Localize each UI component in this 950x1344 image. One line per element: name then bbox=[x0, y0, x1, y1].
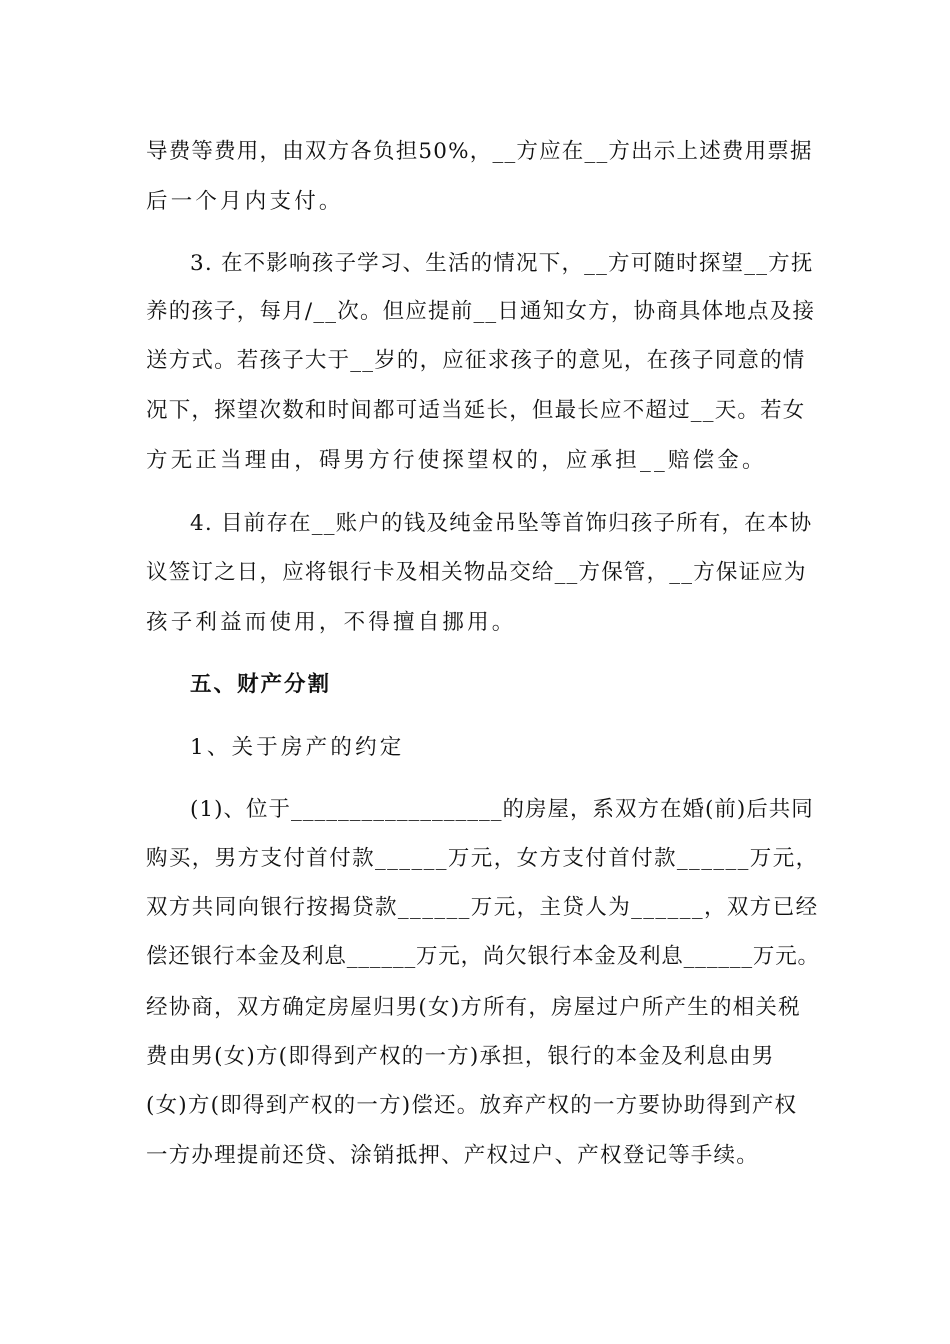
text-line-1: 导费等费用，由双方各负担50%，__方应在__方出示上述费用票据 bbox=[146, 139, 813, 164]
text-line-9: 议签订之日，应将银行卡及相关物品交给__方保管，__方保证应为 bbox=[146, 560, 807, 585]
text-line-6: 况下，探望次数和时间都可适当延长，但最长应不超过__天。若女 bbox=[146, 398, 806, 423]
text-line-18: 费由男(女)方(即得到产权的一方)承担，银行的本金及利息由男 bbox=[146, 1044, 775, 1069]
text-line-14: 购买，男方支付首付款______万元，女方支付首付款______万元， bbox=[146, 846, 819, 871]
text-line-19: (女)方(即得到产权的一方)偿还。放弃产权的一方要协助得到产权 bbox=[146, 1093, 798, 1118]
section-heading: 五、财产分割 bbox=[190, 672, 332, 697]
text-line-7: 方无正当理由，碍男方行使探望权的，应承担__赔偿金。 bbox=[146, 448, 767, 473]
text-line-2: 后一个月内支付。 bbox=[146, 189, 344, 214]
text-line-4: 养的孩子，每月/__次。但应提前__日通知女方，协商具体地点及接 bbox=[146, 299, 816, 324]
text-line-3: 3. 在不影响孩子学习、生活的情况下，__方可随时探望__方抚 bbox=[190, 251, 814, 276]
text-line-8: 4. 目前存在__账户的钱及纯金吊坠等首饰归孩子所有，在本协 bbox=[190, 511, 813, 536]
text-line-17: 经协商，双方确定房屋归男(女)方所有，房屋过户所产生的相关税 bbox=[146, 995, 801, 1020]
text-line-20: 一方办理提前还贷、涂销抵押、产权过户、产权登记等手续。 bbox=[146, 1143, 759, 1168]
subsection-heading: 1、关于房产的约定 bbox=[190, 735, 405, 760]
text-line-10: 孩子利益而使用，不得擅自挪用。 bbox=[146, 610, 517, 635]
text-line-16: 偿还银行本金及利息______万元，尚欠银行本金及利息______万元。 bbox=[146, 944, 820, 969]
text-line-5: 送方式。若孩子大于__岁的，应征求孩子的意见，在孩子同意的情 bbox=[146, 348, 806, 373]
text-line-15: 双方共同向银行按揭贷款______万元，主贷人为______，双方已经 bbox=[146, 895, 819, 920]
text-line-13: (1)、位于__________________的房屋，系双方在婚(前)后共同 bbox=[190, 797, 814, 822]
